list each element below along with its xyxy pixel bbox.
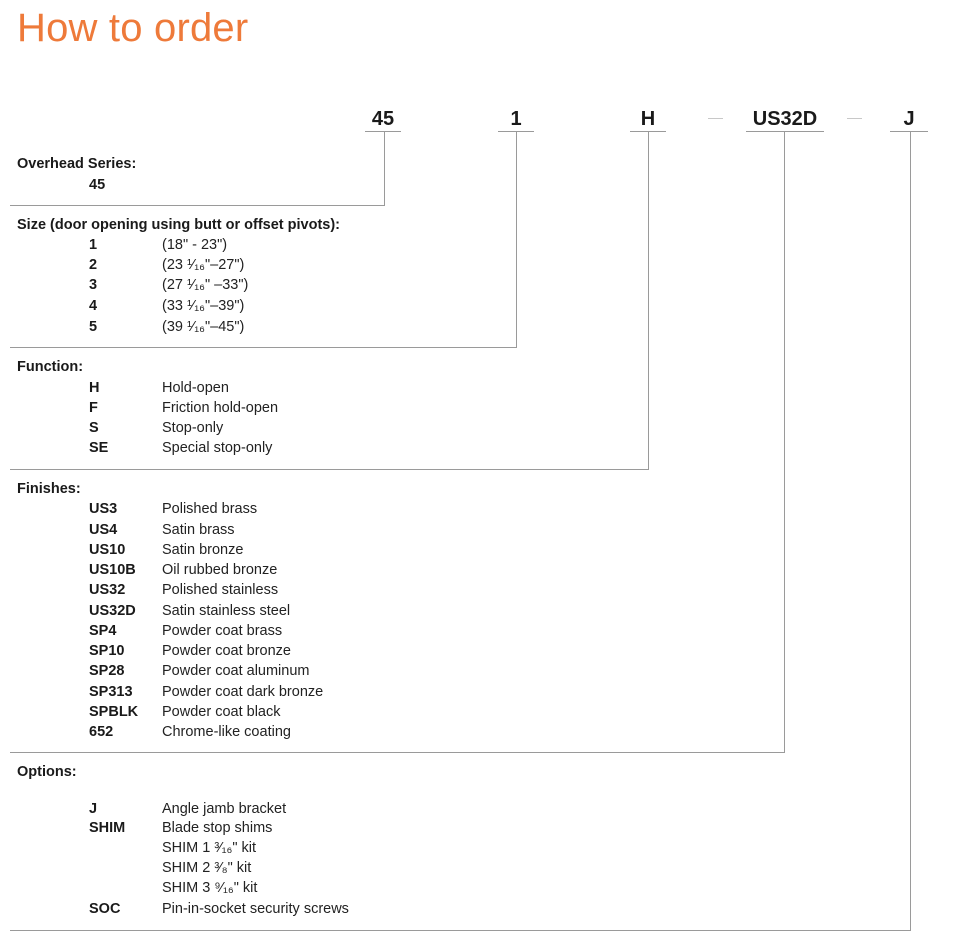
connector-function <box>648 132 649 469</box>
size-code: 2 <box>89 257 98 273</box>
function-desc: Stop-only <box>162 420 224 436</box>
code-finish-underline <box>746 131 824 132</box>
finish-desc: Satin brass <box>162 522 235 538</box>
page-title: How to order <box>17 6 249 50</box>
option-desc: Angle jamb bracket <box>162 801 287 817</box>
finish-desc: Powder coat aluminum <box>162 663 310 679</box>
function-desc: Hold-open <box>162 380 229 396</box>
finish-code: SP313 <box>89 684 133 700</box>
finish-code: SP28 <box>89 663 125 679</box>
separator-dash <box>847 118 862 119</box>
section-heading: Options: <box>17 764 77 780</box>
finish-desc: Satin stainless steel <box>162 603 291 619</box>
finish-desc: Powder coat bronze <box>162 643 291 659</box>
code-function: H <box>640 108 656 130</box>
option-desc: SHIM 1 ³⁄₁₆" kit <box>162 840 257 856</box>
size-code: 4 <box>89 298 98 314</box>
finish-code: US10 <box>89 542 126 558</box>
size-range: (23 ¹⁄₁₆"–27") <box>162 257 245 273</box>
code-series-underline <box>365 131 401 132</box>
function-code: F <box>89 400 98 416</box>
option-desc: Blade stop shims <box>162 820 273 836</box>
size-range: (27 ¹⁄₁₆" –33") <box>162 277 249 293</box>
connector-size <box>516 132 517 347</box>
option-code: J <box>89 801 98 817</box>
code-size: 1 <box>510 108 522 130</box>
separator-dash <box>708 118 723 119</box>
connector-series <box>384 132 385 205</box>
option-desc: SHIM 2 ³⁄₈" kit <box>162 860 252 876</box>
code-series: 45 <box>371 108 395 130</box>
size-code: 3 <box>89 277 98 293</box>
finish-code: SPBLK <box>89 704 139 720</box>
size-range: (39 ¹⁄₁₆"–45") <box>162 319 245 335</box>
finish-code: SP4 <box>89 623 117 639</box>
section-heading: Function: <box>17 359 84 375</box>
section-heading: Overhead Series: <box>17 156 137 172</box>
rule-option <box>10 930 911 931</box>
function-code: SE <box>89 440 109 456</box>
rule-finish <box>10 752 785 753</box>
finish-code: US32D <box>89 603 136 619</box>
connector-finish <box>784 132 785 752</box>
finish-code: US10B <box>89 562 136 578</box>
rule-size <box>10 347 517 348</box>
finish-code: US4 <box>89 522 118 538</box>
function-desc: Special stop-only <box>162 440 273 456</box>
size-range: (33 ¹⁄₁₆"–39") <box>162 298 245 314</box>
option-code: SHIM <box>89 820 126 836</box>
rule-series <box>10 205 385 206</box>
size-range: (18" - 23") <box>162 237 228 253</box>
finish-desc: Powder coat dark bronze <box>162 684 324 700</box>
size-code: 5 <box>89 319 98 335</box>
finish-code: SP10 <box>89 643 125 659</box>
finish-desc: Polished stainless <box>162 582 279 598</box>
code-finish: US32D <box>752 108 818 130</box>
finish-desc: Powder coat brass <box>162 623 283 639</box>
finish-desc: Chrome-like coating <box>162 724 291 740</box>
function-desc: Friction hold-open <box>162 400 279 416</box>
finish-code: US32 <box>89 582 126 598</box>
section-heading: Finishes: <box>17 481 81 497</box>
finish-desc: Polished brass <box>162 501 258 517</box>
code-option-underline <box>890 131 928 132</box>
function-code: H <box>89 380 100 396</box>
finish-desc: Oil rubbed bronze <box>162 562 278 578</box>
finish-desc: Powder coat black <box>162 704 281 720</box>
option-desc: Pin-in-socket security screws <box>162 901 349 917</box>
function-code: S <box>89 420 99 436</box>
finish-code: US3 <box>89 501 118 517</box>
series-code: 45 <box>89 177 106 193</box>
connector-option <box>910 132 911 930</box>
section-heading: Size (door opening using butt or offset pivots): <box>17 217 341 233</box>
size-code: 1 <box>89 237 98 253</box>
finish-code: 652 <box>89 724 114 740</box>
option-desc: SHIM 3 ⁹⁄₁₆" kit <box>162 880 258 896</box>
rule-function <box>10 469 649 470</box>
finish-desc: Satin bronze <box>162 542 244 558</box>
option-code: SOC <box>89 901 121 917</box>
code-option: J <box>903 108 915 130</box>
